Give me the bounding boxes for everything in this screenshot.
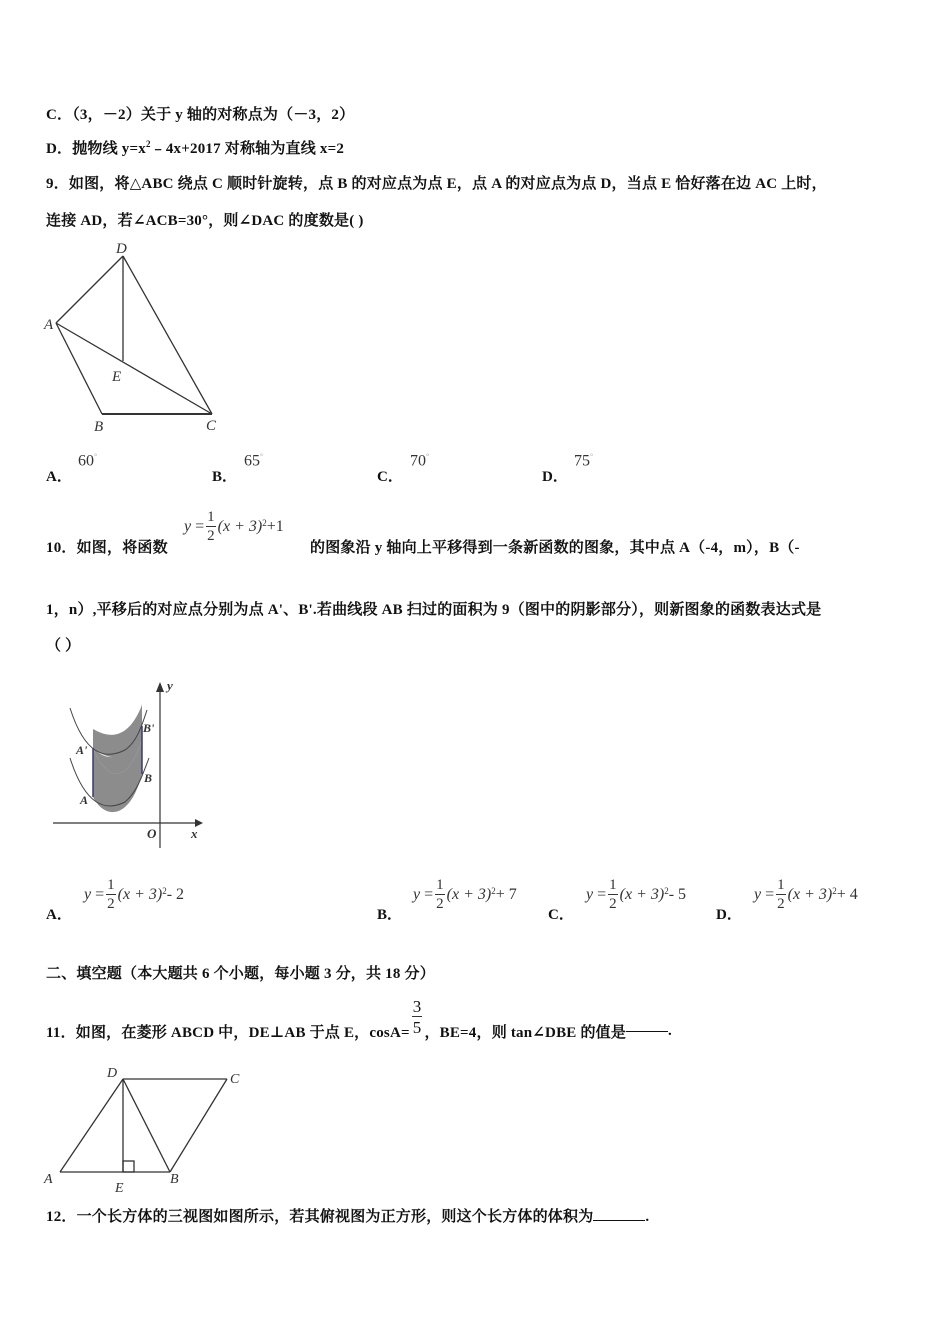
svg-text:x: x — [191, 826, 198, 841]
stem-text: 12．一个长方体的三视图如图所示，若其俯视图为正方形，则这个长方体的体积为 — [46, 1209, 594, 1225]
q11-figure — [40, 1055, 260, 1195]
q10-stem-line2: 1，n）,平移后的对应点分别为点 A'、B'.若曲线段 AB 扫过的面积为 9（图中的阴影部分），则新图象的函数表达式是 — [46, 602, 822, 618]
label-d: D — [116, 241, 127, 257]
option-label: C． — [46, 107, 73, 123]
option-label: D． — [716, 907, 742, 923]
svg-text:D: D — [107, 1066, 118, 1081]
q11-stem — [46, 997, 672, 1050]
q9-stem-line2: 连接 AD，若∠ACB=30°，则∠DAC 的度数是( ) — [46, 213, 364, 229]
stem-text: . — [645, 1209, 650, 1225]
option-label: A． — [46, 907, 72, 923]
q9-stem-line1: 9．如图，将△ABC 绕点 C 顺时针旋转，点 B 的对应点为点 E，点 A 的对应点为点 D，当点 E 恰好落在边 AC 上时， — [46, 176, 827, 192]
superscript: 2 — [145, 139, 151, 149]
label-a: A — [44, 317, 54, 333]
q10-formula: y = $\frac{1}{2}$ (x + 3) 2 +1 — [184, 509, 284, 544]
option-text: （3，－2）关于 y 轴的对称点为（－3，2） — [72, 107, 355, 123]
svg-text:O: O — [147, 826, 157, 841]
svg-text:B': B' — [143, 721, 155, 735]
option-value: 70° — [410, 452, 430, 470]
stem-text: ，BE=4，则 tan∠DBE 的值是 — [424, 1024, 627, 1041]
option-label: D． — [542, 469, 568, 485]
svg-text:C: C — [230, 1072, 240, 1087]
q8-option-c — [46, 103, 354, 124]
option-text: ﹣4x+2017 对称轴为直线 x=2 — [150, 141, 345, 157]
option-label: B． — [212, 469, 238, 485]
q10-stem-suffix: 的图象沿 y 轴向上平移得到一条新函数的图象，其中点 A（-4，m），B（- — [310, 540, 800, 556]
svg-text:E: E — [115, 1181, 124, 1195]
svg-text:B: B — [144, 771, 153, 785]
option-text: 抛物线 y=x — [72, 141, 146, 157]
q10-stem-line3: （ ） — [46, 638, 81, 654]
section-title: 二、填空题（本大题共 6 个小题，每小题 3 分，共 18 分） — [46, 966, 435, 982]
option-value: 65° — [244, 452, 264, 470]
q10-figure — [45, 670, 215, 850]
q8-option-d — [46, 137, 344, 158]
label-c: C — [206, 418, 217, 434]
q12-stem — [46, 1205, 649, 1226]
answer-blank[interactable] — [593, 1219, 645, 1221]
svg-text:B: B — [170, 1172, 179, 1187]
option-formula: y = $\frac{1}{2}$ (x + 3) 2 - 5 — [586, 877, 687, 912]
label-b: B — [94, 419, 104, 435]
cos-fraction: $\frac{3}{5}$ — [412, 997, 422, 1037]
label-e: E — [112, 369, 122, 385]
svg-text:y: y — [167, 678, 173, 693]
option-label: A． — [46, 469, 72, 485]
q10-stem-prefix: 10．如图，将函数 — [46, 540, 168, 556]
option-label: D． — [46, 141, 73, 157]
svg-text:A: A — [80, 793, 89, 807]
option-formula: y = $\frac{1}{2}$ (x + 3) 2 - 2 — [84, 877, 185, 912]
option-label: B． — [377, 907, 403, 923]
svg-text:A': A' — [76, 743, 88, 757]
option-formula: y = $\frac{1}{2}$ (x + 3) 2 + 4 — [754, 877, 858, 912]
q9-figure — [40, 235, 240, 435]
option-formula: y = $\frac{1}{2}$ (x + 3) 2 + 7 — [413, 877, 517, 912]
svg-text:A: A — [44, 1172, 53, 1187]
option-label: C． — [377, 469, 403, 485]
stem-text: . — [668, 1022, 672, 1039]
option-value: 60° — [78, 452, 98, 470]
option-value: 75° — [574, 452, 594, 470]
option-label: C． — [548, 907, 574, 923]
stem-text: 11．如图，在菱形 ABCD 中，DE⊥AB 于点 E，cosA= — [46, 1024, 410, 1041]
answer-blank[interactable] — [626, 1030, 668, 1032]
